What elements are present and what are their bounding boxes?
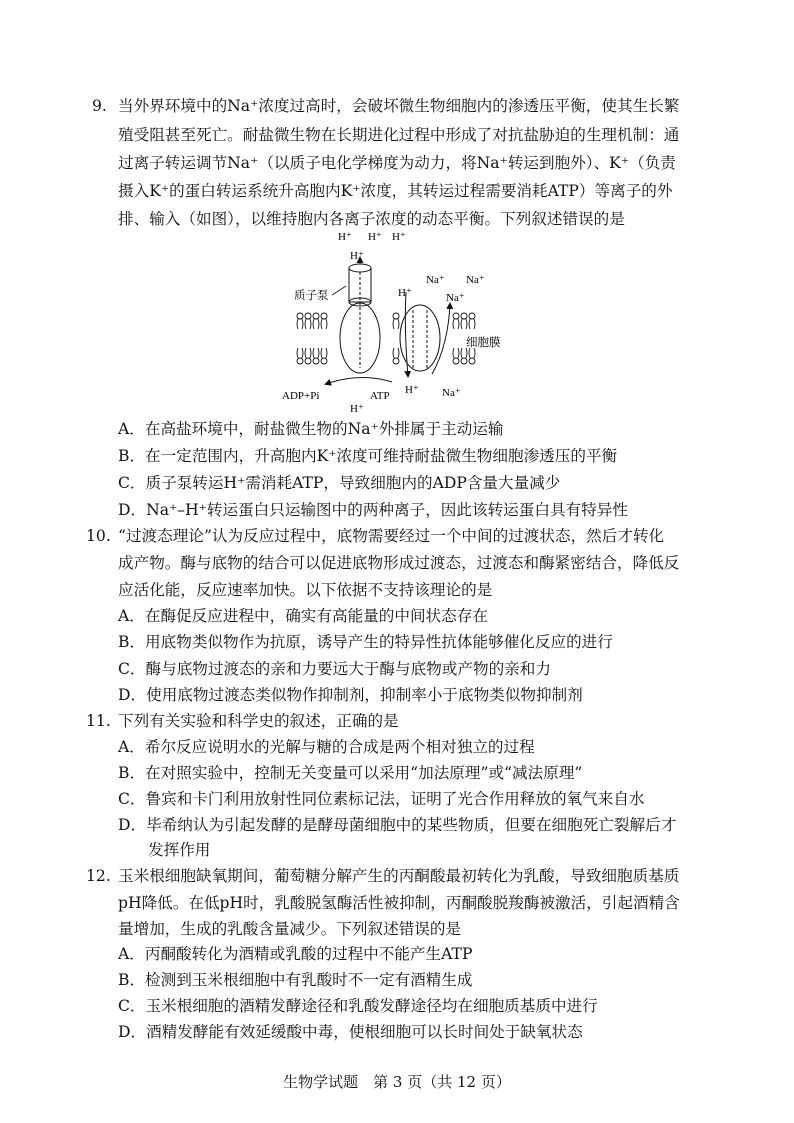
- option-d: D．毕希纳认为引起发酵的是酵母菌细胞中的某些物质，但要在细胞死亡裂解后才: [118, 816, 677, 834]
- option-d: D．Na⁺–H⁺转运蛋白只运输图中的两种离子，因此该转运蛋白具有特异性: [118, 501, 628, 519]
- option-c: C．质子泵转运H⁺需消耗ATP，导致细胞内的ADP含量大量减少: [118, 474, 561, 492]
- question-number: 10.: [86, 527, 111, 545]
- question-text-line: 量增加，生成的乳酸含量减少。下列叙述错误的是: [118, 920, 462, 938]
- question-number: 11.: [86, 712, 111, 730]
- option-c: C．酶与底物过渡态的亲和力要远大于酶与底物或产物的亲和力: [118, 660, 551, 678]
- option-d-continued: 发挥作用: [148, 841, 211, 859]
- h-ion-label: H⁺: [398, 287, 412, 299]
- question-text-line: 成产物。酶与底物的结合可以促进底物形成过渡态，过渡态和酶紧密结合，降低反: [118, 554, 680, 572]
- question-number: 12.: [86, 867, 111, 885]
- cell-membrane-label: 细胞膜: [466, 337, 501, 349]
- option-a: A．在高盐环境中，耐盐微生物的Na⁺外排属于主动运输: [118, 420, 504, 438]
- question-text-line: 玉米根细胞缺氧期间，葡萄糖分解产生的丙酮酸最初转化为乳酸，导致细胞质基质: [118, 867, 680, 885]
- option-d: D．酒精发酵能有效延缓酸中毒，使根细胞可以长时间处于缺氧状态: [118, 1023, 583, 1041]
- question-text-line: 下列有关实验和科学史的叙述，正确的是: [118, 712, 399, 730]
- question-text-line: 摄入K⁺的蛋白转运系统升高胞内K⁺浓度，其转运过程需要消耗ATP）等离子的外: [118, 182, 673, 200]
- question-text-line: 排、输入（如图），以维持胞内各离子浓度的动态平衡。下列叙述错误的是: [118, 210, 625, 228]
- na-ion-label: Na⁺: [466, 274, 485, 286]
- question-number: 9.: [92, 97, 107, 115]
- option-c: C．玉米根细胞的酒精发酵途径和乳酸发酵途径均在细胞质基质中进行: [118, 997, 598, 1015]
- atp-hydrolysis-arrow: [326, 377, 392, 384]
- option-d: D．使用底物过渡态类似物作抑制剂，抑制率小于底物类似物抑制剂: [118, 686, 583, 704]
- label-leader-line: [332, 286, 346, 295]
- question-text-line: 当外界环境中的Na⁺浓度过高时，会破坏微生物细胞内的渗透压平衡，使其生长繁: [118, 97, 680, 115]
- question-text-line: 应活化能，反应速率加快。以下依据不支持该理论的是: [118, 581, 493, 599]
- option-a: A．希尔反应说明水的光解与糖的合成是两个相对独立的过程: [118, 738, 535, 756]
- h-ion-label: H⁺: [368, 231, 382, 243]
- na-ion-label: Na⁺: [446, 292, 465, 304]
- h-ion-label: H⁺: [338, 231, 352, 243]
- question-text-line: pH降低。在低pH时，乳酸脱氢酶活性被抑制，丙酮酸脱羧酶被激活，引起酒精含: [118, 894, 680, 912]
- option-b: B．用底物类似物作为抗原，诱导产生的特异性抗体能够催化反应的进行: [118, 633, 613, 651]
- option-c: C．鲁宾和卡门利用放射性同位素标记法，证明了光合作用释放的氧气来自水: [118, 790, 645, 808]
- atp-label: ATP: [370, 390, 390, 402]
- na-ion-label: Na⁺: [426, 274, 445, 286]
- proton-pump-protein: [340, 264, 380, 373]
- h-ion-label: H⁺: [350, 250, 364, 262]
- page-footer: 生物学试题 第 3 页（共 12 页）: [283, 1073, 511, 1091]
- option-b: B．检测到玉米根细胞中有乳酸时不一定有酒精生成: [118, 971, 473, 989]
- option-b: B．在一定范围内，升高胞内K⁺浓度可维持耐盐微生物细胞渗透压的平衡: [118, 447, 618, 465]
- option-a: A．在酶促反应进程中，确实有高能量的中间状态存在: [118, 607, 488, 625]
- h-ion-label: H⁺: [350, 403, 364, 415]
- question-text-line: 过离子转运调节Na⁺（以质子电化学梯度为动力，将Na⁺转运到胞外）、K⁺（负责: [118, 154, 676, 172]
- h-ion-label: H⁺: [405, 384, 419, 396]
- adp-pi-label: ADP+Pi: [282, 390, 320, 402]
- option-b: B．在对照实验中，控制无关变量可以采用“加法原理”或“减法原理”: [118, 764, 583, 782]
- h-ion-label: H⁺: [392, 231, 406, 243]
- question-text-line: 殖受阻甚至死亡。耐盐微生物在长期进化过程中形成了对抗盐胁迫的生理机制：通: [118, 126, 680, 144]
- proton-pump-label: 质子泵: [294, 290, 329, 302]
- na-ion-label: Na⁺: [442, 387, 461, 399]
- option-a: A．丙酮酸转化为酒精或乳酸的过程中不能产生ATP: [118, 945, 473, 963]
- question-text-line: “过渡态理论”认为反应过程中，底物需要经过一个中间的过渡状态，然后才转化: [118, 527, 665, 545]
- membrane-transport-diagram: [280, 228, 520, 416]
